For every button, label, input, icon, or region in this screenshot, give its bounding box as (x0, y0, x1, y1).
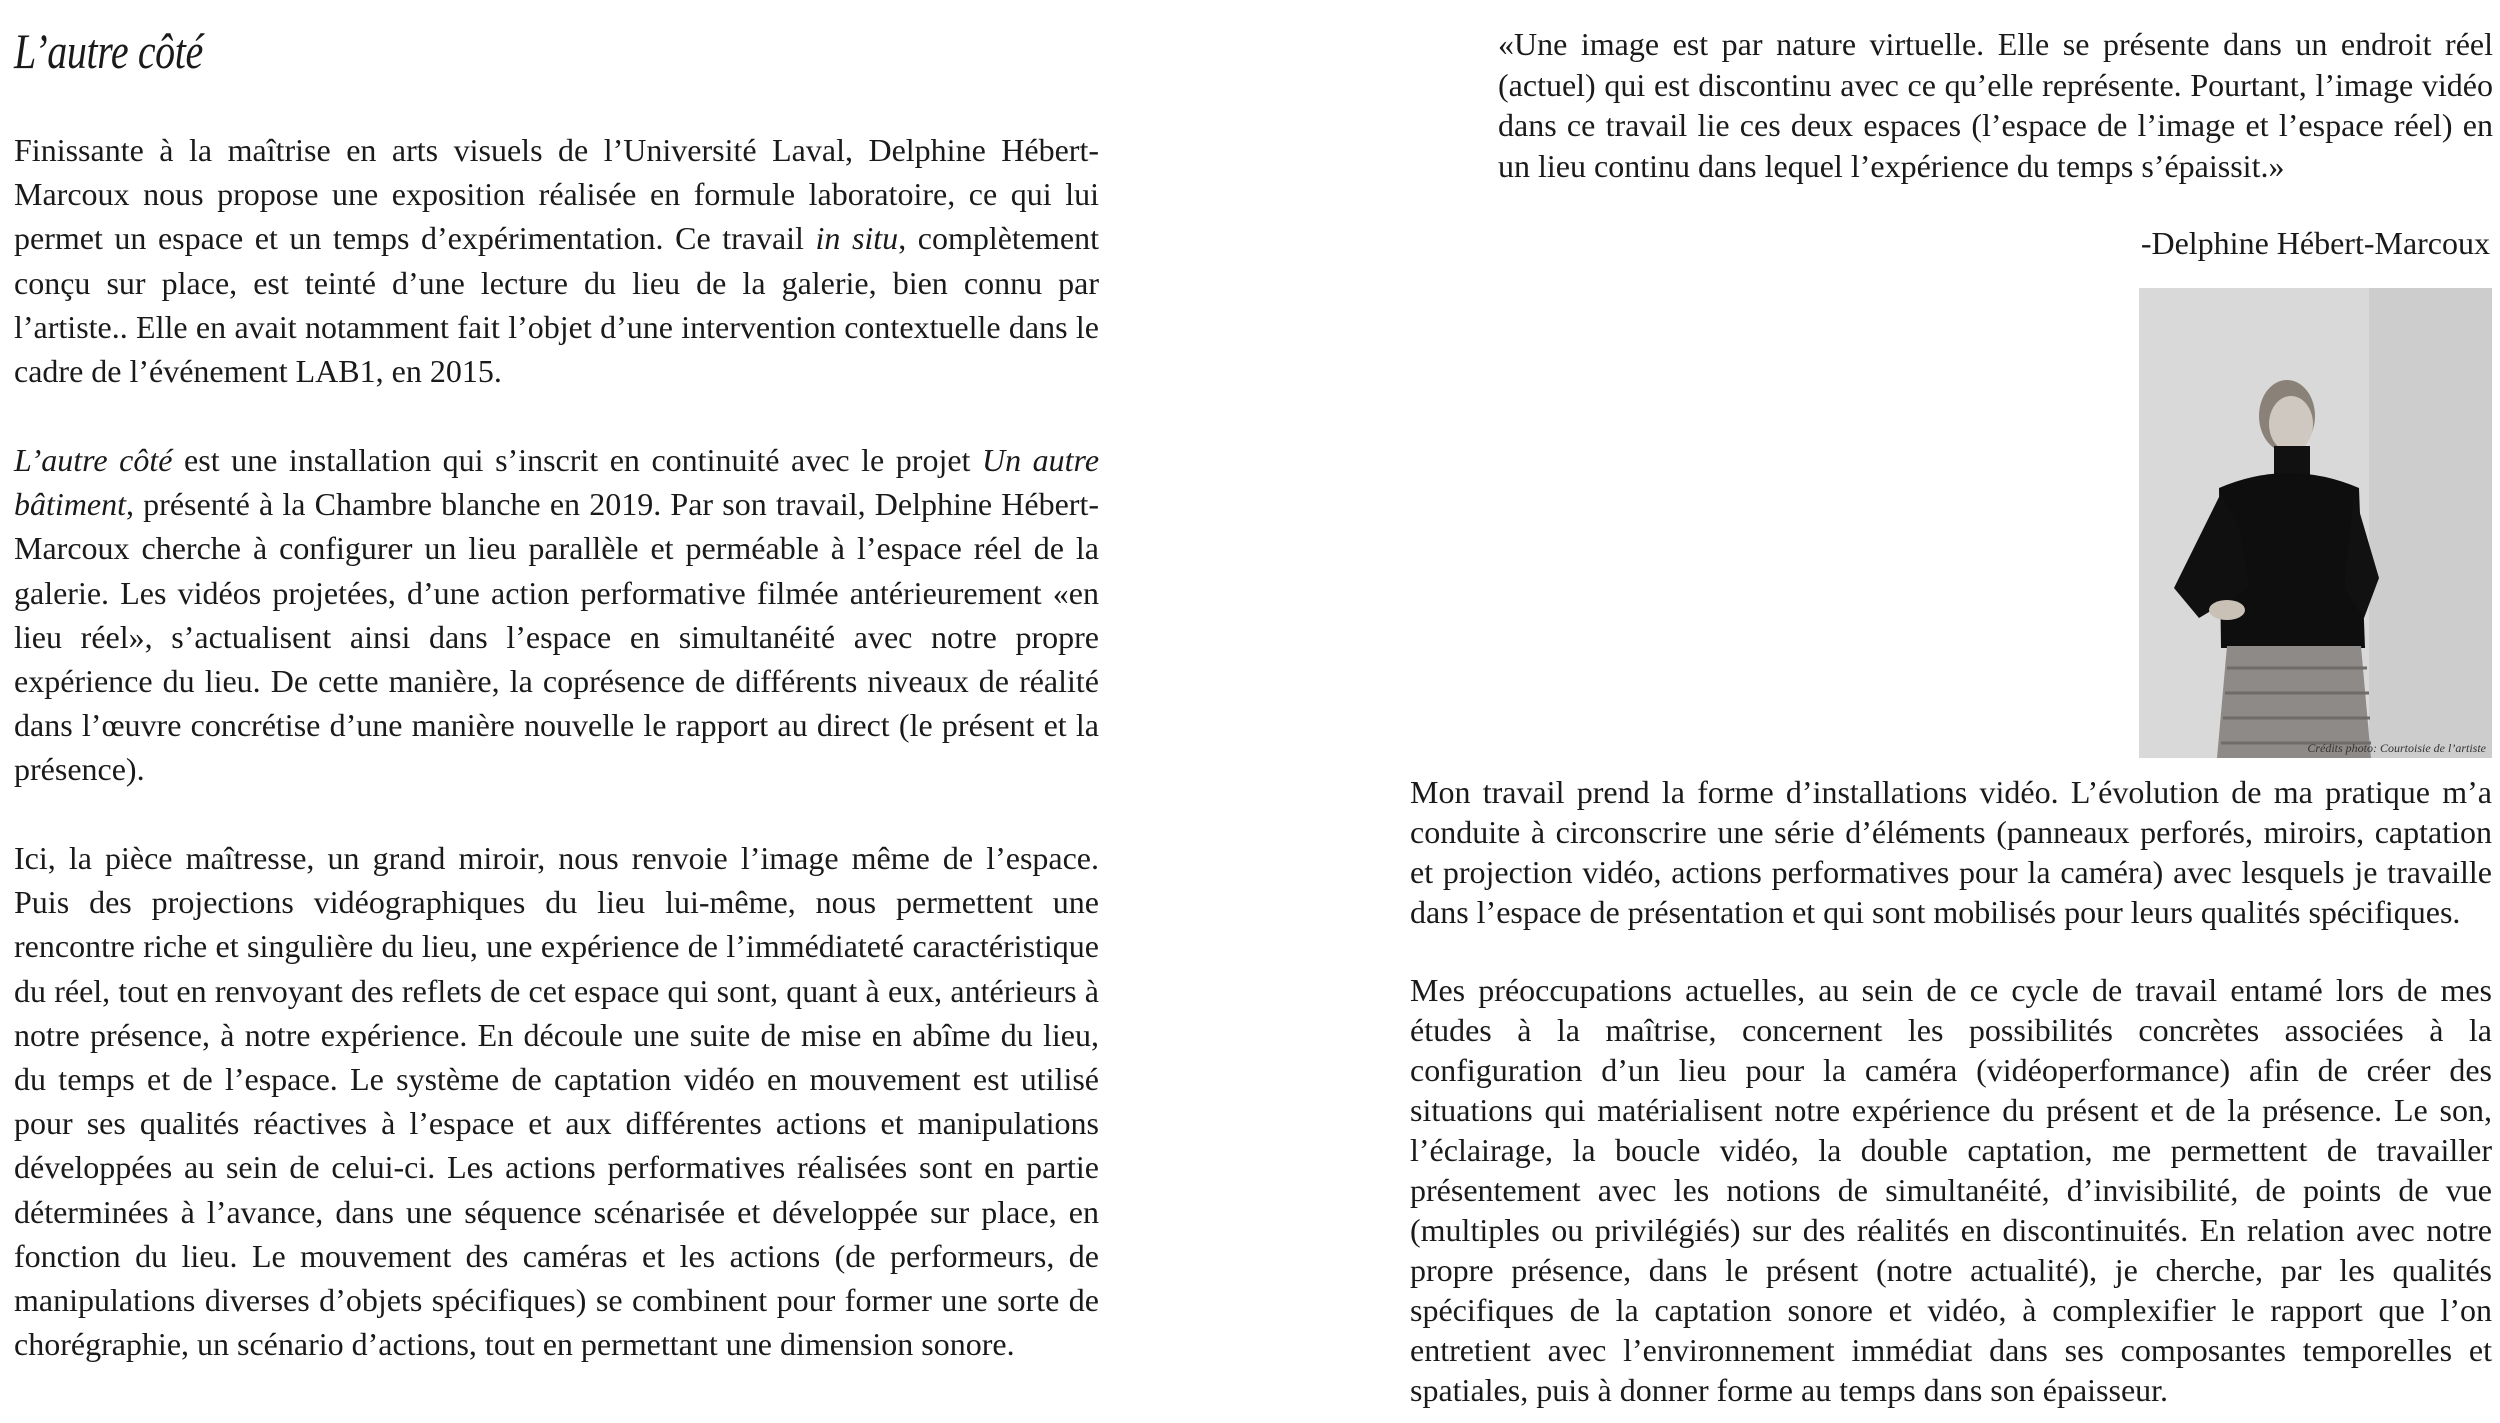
intro-text-b: , complètement conçu sur place, est teinté d’une lecture du lieu de la galerie, bien connu par l’artiste.. Elle en avait notamment fait l’objet d’une intervention contextuelle dans le cadre de l’événement LAB1, en 2015. (14, 220, 1100, 390)
installation-title-emphasis: L’autre côté (14, 442, 173, 478)
quote-signature: -Delphine Hébert-Marcoux (2140, 225, 2490, 261)
intro-paragraph (14, 128, 1099, 393)
page-title: L’autre côté (14, 23, 203, 79)
artist-portrait-photo (2139, 288, 2492, 758)
portrait-illustration (2139, 288, 2492, 758)
installation-text-b: , présenté à la Chambre blanche en 2019. Par son travail, Delphine Hébert-Marcoux cherche à configurer un lieu parallèle et perméable à l’espace réel de la galerie. Les vidéos projetées, d’une action performative filmée antérieurement «en lieu réel», s’actualisent ainsi dans l’espace en simultanéité avec notre propre expérience du lieu. De cette manière, la coprésence de différents niveaux de réalité dans l’œuvre concrétise d’une manière nouvelle le rapport au direct (le présent et la présence). (14, 486, 1099, 788)
concerns-paragraph: Mes préoccupations actuelles, au sein de ce cycle de travail entamé lors de mes études à la maîtrise, concernent les possibilités concrètes associées à la configuration d’un lieu pour la caméra (vidéoperformance) afin de créer des situations qui matérialisent notre expérience du présent et de la présence. Le son, l’éclairage, la boucle vidéo, la double captation, me permettent de travailler présentement avec les notions de simultanéité, d’invisibilité, de points de vue (multiples ou privilégiés) sur des réalités en discontinuités. En relation avec notre propre présence, dans le présent (notre actualité), je cherche, par les qualités spécifiques de la captation sonore et vidéo, à complexifier le rapport que l’on entretient avec l’environnement immédiat dans ses composantes temporelles et spatiales, puis à donner forme au temps dans son épaisseur. (1410, 972, 2492, 1408)
previous-project-emphasis: Un autre bâtiment (14, 442, 1100, 523)
intro-text-a: Finissante à la maîtrise en arts visuels de l’Université Laval, Delphine Hébert-Marcoux nous propose une exposition réalisée en formule laboratoire, ce qui lui permet un espace et un temps d’expérimentation. Ce travail (14, 132, 1099, 257)
installation-text-a: est une installation qui s’inscrit en continuité avec le projet (172, 442, 982, 478)
practice-paragraph: Mon travail prend la forme d’installations vidéo. L’évolution de ma pratique m’a conduite à circonscrire une série d’éléments (panneaux perforés, miroirs, captation et projection vidéo, actions performatives pour la caméra) avec lesquels je travaille dans l’espace de présentation et qui sont mobilisés pour leurs qualités spécifiques. (1410, 774, 2492, 930)
photo-credit: Crédits photo: Courtoisie de l’artiste (2307, 741, 2486, 755)
artist-quote: «Une image est par nature virtuelle. Elle se présente dans un endroit réel (actuel) qui est discontinu avec ce qu’elle représente. Pourtant, l’image vidéo dans ce travail lie ces deux espaces (l’espace de l’image et l’espace réel) en un lieu continu dans lequel l’expérience du temps s’épaissit.» (1498, 26, 2493, 184)
mirror-paragraph: Ici, la pièce maîtresse, un grand miroir, nous renvoie l’image même de l’espace. Puis des projections vidéographiques du lieu lui-même, nous permettent une rencontre riche et singulière du lieu, une expérience de l’immédiateté caractéristique du réel, tout en renvoyant des reflets de cet espace qui sont, quant à eux, antérieurs à notre présence, à notre expérience. En découle une suite de mise en abîme du lieu, du temps et de l’espace. Le système de captation vidéo en mouvement est utilisé pour ses qualités réactives à l’espace et aux différentes actions et manipulations développées au sein de celui-ci. Les actions performatives réalisées sont en partie déterminées à l’avance, dans une séquence scénarisée et développée sur place, en fonction du lieu. Le mouvement des caméras et les actions (de performeurs, de manipulations diverses d’objets spécifiques) se combinent pour former une sorte de chorégraphie, un scénario d’actions, tout en permettant une dimension sonore. (14, 840, 1099, 1363)
installation-paragraph (14, 438, 1099, 792)
intro-emphasis: in situ (815, 220, 899, 257)
